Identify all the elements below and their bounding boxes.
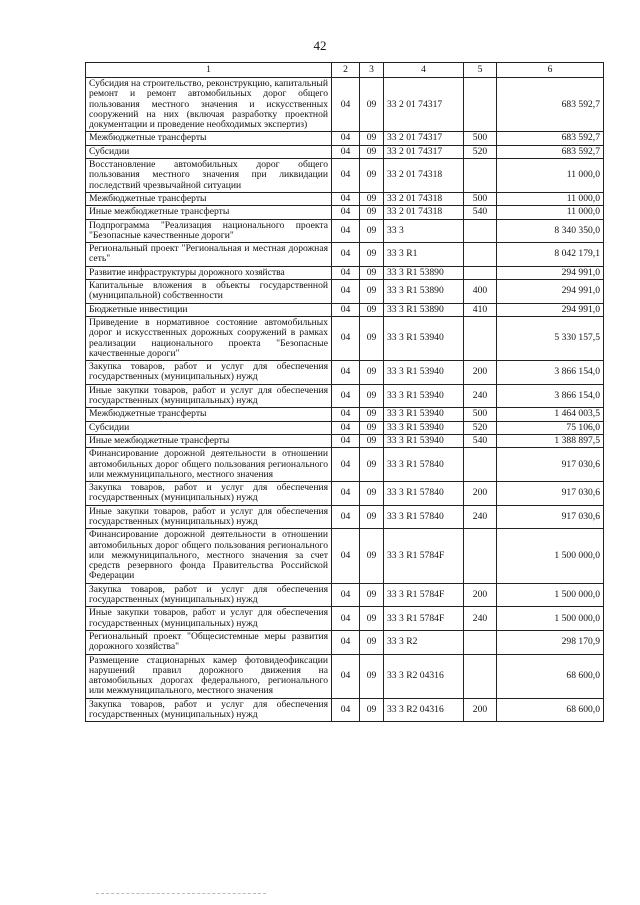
row-subsection-cell: 09 <box>360 78 384 132</box>
row-article-cell: 33 3 R1 57840 <box>384 482 464 506</box>
row-subsection-cell: 09 <box>360 434 384 447</box>
table-row <box>86 145 604 158</box>
row-subsection-cell: 09 <box>360 607 384 631</box>
row-article-cell: 33 3 R1 <box>384 243 464 267</box>
header-row <box>86 63 604 78</box>
header-cell-amount: 6 <box>497 63 604 78</box>
row-section-cell: 04 <box>332 408 360 421</box>
row-name-cell: Закупка товаров, работ и услуг для обеспечения государственных (муниципальных) нужд <box>86 361 332 385</box>
row-name-cell: Приведение в нормативное состояние автомобильных дорог и искусственных дорожных сооружений в рамках реализации национального проекта "Безопасные качественные дороги" <box>86 316 332 360</box>
table-row <box>86 448 604 482</box>
row-expense-type-cell: 540 <box>464 434 497 447</box>
row-expense-type-cell <box>464 219 497 243</box>
table-row <box>86 434 604 447</box>
row-subsection-cell: 09 <box>360 219 384 243</box>
row-name-cell: Финансирование дорожной деятельности в отношении автомобильных дорог общего пользования регионального или межмуниципального, местного значения за счет средств резервного фонда Правительства Российской Федерации <box>86 529 332 583</box>
table-row <box>86 607 604 631</box>
row-article-cell: 33 3 R1 5784F <box>384 583 464 607</box>
row-article-cell: 33 3 R1 57840 <box>384 505 464 529</box>
header-cell-subsection: 3 <box>360 63 384 78</box>
table-row <box>86 529 604 583</box>
row-expense-type-cell <box>464 243 497 267</box>
row-section-cell: 04 <box>332 361 360 385</box>
row-article-cell: 33 3 R1 53890 <box>384 303 464 316</box>
row-article-cell: 33 3 R1 57840 <box>384 448 464 482</box>
table-row <box>86 219 604 243</box>
table-row <box>86 583 604 607</box>
row-section-cell: 04 <box>332 434 360 447</box>
row-name-cell: Закупка товаров, работ и услуг для обеспечения государственных (муниципальных) нужд <box>86 698 332 722</box>
table-row <box>86 698 604 722</box>
table-row <box>86 206 604 219</box>
row-article-cell: 33 3 R1 5784F <box>384 529 464 583</box>
row-expense-type-cell: 540 <box>464 206 497 219</box>
row-name-cell: Восстановление автомобильных дорог общего пользования местного значения при ликвидации последствий чрезвычайной ситуации <box>86 159 332 193</box>
row-subsection-cell: 09 <box>360 698 384 722</box>
row-name-cell: Иные межбюджетные трансферты <box>86 434 332 447</box>
row-amount-cell: 75 106,0 <box>497 421 604 434</box>
table-row <box>86 266 604 279</box>
row-amount-cell: 917 030,6 <box>497 448 604 482</box>
table-row <box>86 243 604 267</box>
row-article-cell: 33 3 <box>384 219 464 243</box>
row-section-cell: 04 <box>332 384 360 408</box>
row-section-cell: 04 <box>332 78 360 132</box>
row-amount-cell: 294 991,0 <box>497 266 604 279</box>
row-amount-cell: 1 500 000,0 <box>497 529 604 583</box>
row-amount-cell: 5 330 157,5 <box>497 316 604 360</box>
row-expense-type-cell: 200 <box>464 482 497 506</box>
row-article-cell: 33 2 01 74317 <box>384 132 464 145</box>
row-amount-cell: 8 042 179,1 <box>497 243 604 267</box>
table-body <box>86 78 604 722</box>
row-subsection-cell: 09 <box>360 529 384 583</box>
row-expense-type-cell: 520 <box>464 145 497 158</box>
table-row <box>86 408 604 421</box>
row-section-cell: 04 <box>332 630 360 654</box>
row-expense-type-cell: 240 <box>464 505 497 529</box>
row-subsection-cell: 09 <box>360 505 384 529</box>
row-name-cell: Развитие инфраструктуры дорожного хозяйства <box>86 266 332 279</box>
row-name-cell: Субсидии <box>86 421 332 434</box>
row-section-cell: 04 <box>332 219 360 243</box>
row-subsection-cell: 09 <box>360 266 384 279</box>
table-row <box>86 421 604 434</box>
row-expense-type-cell <box>464 630 497 654</box>
row-expense-type-cell: 500 <box>464 192 497 205</box>
row-amount-cell: 294 991,0 <box>497 303 604 316</box>
row-name-cell: Субсидия на строительство, реконструкцию, капитальный ремонт и ремонт автомобильных дорог общего пользования местного значения и искусственных сооружений на них (включая разработку проектной документации и проведение необходимых экспертиз) <box>86 78 332 132</box>
row-name-cell: Размещение стационарных камер фотовидеофиксации нарушений правил дорожного движения на автомобильных дорогах федерального, регионального или межмуниципального, местного значения <box>86 654 332 698</box>
table-row <box>86 505 604 529</box>
row-section-cell: 04 <box>332 654 360 698</box>
row-name-cell: Межбюджетные трансферты <box>86 132 332 145</box>
row-article-cell: 33 2 01 74318 <box>384 192 464 205</box>
row-expense-type-cell: 200 <box>464 583 497 607</box>
row-name-cell: Подпрограмма "Реализация национального проекта "Безопасные качественные дороги" <box>86 219 332 243</box>
row-article-cell: 33 3 R2 <box>384 630 464 654</box>
budget-table <box>85 62 604 722</box>
row-amount-cell: 11 000,0 <box>497 192 604 205</box>
row-amount-cell: 3 866 154,0 <box>497 384 604 408</box>
row-name-cell: Иные закупки товаров, работ и услуг для обеспечения государственных (муниципальных) нужд <box>86 607 332 631</box>
row-section-cell: 04 <box>332 316 360 360</box>
row-article-cell: 33 3 R1 53940 <box>384 408 464 421</box>
row-article-cell: 33 3 R1 53940 <box>384 384 464 408</box>
table-row <box>86 316 604 360</box>
row-name-cell: Иные межбюджетные трансферты <box>86 206 332 219</box>
row-subsection-cell: 09 <box>360 206 384 219</box>
row-section-cell: 04 <box>332 145 360 158</box>
row-subsection-cell: 09 <box>360 408 384 421</box>
row-amount-cell: 294 991,0 <box>497 280 604 304</box>
row-section-cell: 04 <box>332 482 360 506</box>
table-row <box>86 303 604 316</box>
row-name-cell: Межбюджетные трансферты <box>86 192 332 205</box>
row-expense-type-cell: 200 <box>464 361 497 385</box>
header-cell-article: 4 <box>384 63 464 78</box>
row-subsection-cell: 09 <box>360 159 384 193</box>
table-row <box>86 361 604 385</box>
row-subsection-cell: 09 <box>360 280 384 304</box>
row-amount-cell: 683 592,7 <box>497 132 604 145</box>
row-subsection-cell: 09 <box>360 192 384 205</box>
row-name-cell: Иные закупки товаров, работ и услуг для обеспечения государственных (муниципальных) нужд <box>86 505 332 529</box>
row-section-cell: 04 <box>332 583 360 607</box>
row-section-cell: 04 <box>332 303 360 316</box>
row-section-cell: 04 <box>332 192 360 205</box>
row-article-cell: 33 3 R1 53890 <box>384 266 464 279</box>
row-name-cell: Капитальные вложения в объекты государственной (муниципальной) собственности <box>86 280 332 304</box>
row-expense-type-cell: 500 <box>464 132 497 145</box>
row-expense-type-cell: 410 <box>464 303 497 316</box>
row-expense-type-cell <box>464 78 497 132</box>
row-section-cell: 04 <box>332 266 360 279</box>
row-expense-type-cell <box>464 654 497 698</box>
table-row <box>86 482 604 506</box>
row-name-cell: Региональный проект "Общесистемные меры развития дорожного хозяйства" <box>86 630 332 654</box>
row-article-cell: 33 3 R1 53940 <box>384 421 464 434</box>
row-name-cell: Иные закупки товаров, работ и услуг для обеспечения государственных (муниципальных) нужд <box>86 384 332 408</box>
row-subsection-cell: 09 <box>360 583 384 607</box>
row-amount-cell: 1 500 000,0 <box>497 607 604 631</box>
row-subsection-cell: 09 <box>360 132 384 145</box>
row-name-cell: Субсидии <box>86 145 332 158</box>
table-row <box>86 630 604 654</box>
row-section-cell: 04 <box>332 280 360 304</box>
row-amount-cell: 3 866 154,0 <box>497 361 604 385</box>
row-expense-type-cell: 200 <box>464 698 497 722</box>
row-article-cell: 33 3 R1 53940 <box>384 361 464 385</box>
row-name-cell: Межбюджетные трансферты <box>86 408 332 421</box>
row-expense-type-cell: 240 <box>464 384 497 408</box>
row-subsection-cell: 09 <box>360 384 384 408</box>
table-row <box>86 280 604 304</box>
row-expense-type-cell <box>464 316 497 360</box>
row-amount-cell: 68 600,0 <box>497 654 604 698</box>
row-amount-cell: 8 340 350,0 <box>497 219 604 243</box>
row-subsection-cell: 09 <box>360 361 384 385</box>
row-subsection-cell: 09 <box>360 654 384 698</box>
header-cell-section: 2 <box>332 63 360 78</box>
row-amount-cell: 68 600,0 <box>497 698 604 722</box>
header-cell-expense-type: 5 <box>464 63 497 78</box>
row-article-cell: 33 3 R1 5784F <box>384 607 464 631</box>
row-article-cell: 33 2 01 74318 <box>384 206 464 219</box>
table-row <box>86 159 604 193</box>
row-subsection-cell: 09 <box>360 630 384 654</box>
row-expense-type-cell <box>464 159 497 193</box>
row-section-cell: 04 <box>332 132 360 145</box>
row-amount-cell: 683 592,7 <box>497 78 604 132</box>
row-section-cell: 04 <box>332 421 360 434</box>
row-name-cell: Закупка товаров, работ и услуг для обеспечения государственных (муниципальных) нужд <box>86 583 332 607</box>
row-expense-type-cell: 240 <box>464 607 497 631</box>
row-expense-type-cell: 500 <box>464 408 497 421</box>
row-section-cell: 04 <box>332 607 360 631</box>
row-section-cell: 04 <box>332 159 360 193</box>
table-row <box>86 132 604 145</box>
row-name-cell: Региональный проект "Региональная и местная дорожная сеть" <box>86 243 332 267</box>
row-amount-cell: 917 030,6 <box>497 482 604 506</box>
row-amount-cell: 683 592,7 <box>497 145 604 158</box>
page-number: 42 <box>313 38 327 53</box>
row-expense-type-cell <box>464 448 497 482</box>
row-article-cell: 33 3 R2 04316 <box>384 654 464 698</box>
row-section-cell: 04 <box>332 698 360 722</box>
row-amount-cell: 917 030,6 <box>497 505 604 529</box>
row-article-cell: 33 2 01 74317 <box>384 78 464 132</box>
table-row <box>86 384 604 408</box>
row-expense-type-cell <box>464 529 497 583</box>
row-section-cell: 04 <box>332 529 360 583</box>
row-subsection-cell: 09 <box>360 243 384 267</box>
row-name-cell: Бюджетные инвестиции <box>86 303 332 316</box>
row-expense-type-cell: 520 <box>464 421 497 434</box>
row-section-cell: 04 <box>332 243 360 267</box>
bottom-scan-mark <box>96 893 266 895</box>
row-article-cell: 33 3 R1 53940 <box>384 434 464 447</box>
row-amount-cell: 1 464 003,5 <box>497 408 604 421</box>
row-expense-type-cell <box>464 266 497 279</box>
row-section-cell: 04 <box>332 448 360 482</box>
row-subsection-cell: 09 <box>360 448 384 482</box>
row-amount-cell: 298 170,9 <box>497 630 604 654</box>
row-section-cell: 04 <box>332 206 360 219</box>
row-subsection-cell: 09 <box>360 145 384 158</box>
row-subsection-cell: 09 <box>360 482 384 506</box>
row-article-cell: 33 3 R1 53940 <box>384 316 464 360</box>
row-amount-cell: 1 500 000,0 <box>497 583 604 607</box>
row-name-cell: Закупка товаров, работ и услуг для обеспечения государственных (муниципальных) нужд <box>86 482 332 506</box>
row-amount-cell: 11 000,0 <box>497 159 604 193</box>
row-article-cell: 33 3 R2 04316 <box>384 698 464 722</box>
row-article-cell: 33 3 R1 53890 <box>384 280 464 304</box>
row-article-cell: 33 2 01 74317 <box>384 145 464 158</box>
row-amount-cell: 1 388 897,5 <box>497 434 604 447</box>
row-section-cell: 04 <box>332 505 360 529</box>
table-row <box>86 78 604 132</box>
header-cell-name: 1 <box>86 63 332 78</box>
row-article-cell: 33 2 01 74318 <box>384 159 464 193</box>
row-subsection-cell: 09 <box>360 421 384 434</box>
row-name-cell: Финансирование дорожной деятельности в отношении автомобильных дорог общего пользования регионального или межмуниципального, местного значения <box>86 448 332 482</box>
table-row <box>86 654 604 698</box>
row-subsection-cell: 09 <box>360 303 384 316</box>
table-row <box>86 192 604 205</box>
row-subsection-cell: 09 <box>360 316 384 360</box>
row-amount-cell: 11 000,0 <box>497 206 604 219</box>
row-expense-type-cell: 400 <box>464 280 497 304</box>
